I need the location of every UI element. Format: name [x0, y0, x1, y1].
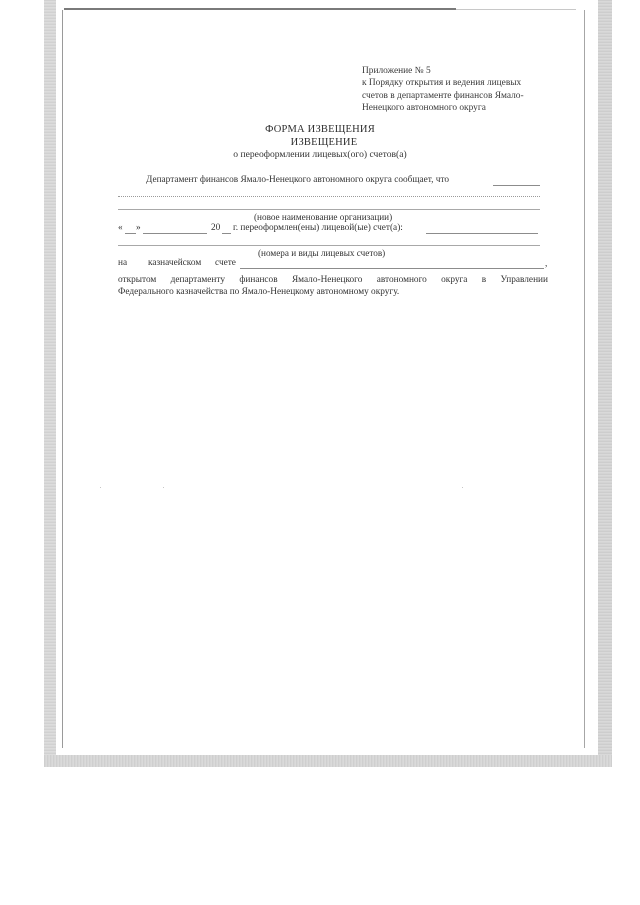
treasury-comma: ,: [545, 259, 548, 269]
date-open-quote: «: [118, 223, 123, 233]
page-edge-top: [64, 8, 456, 10]
year-prefix: 20: [211, 223, 221, 233]
scan-speck: [100, 487, 101, 488]
appendix-ref-line-1: к Порядку открытия и ведения лицевых: [362, 78, 522, 89]
date-close-quote: »: [136, 223, 141, 233]
notice-heading: ИЗВЕЩЕНИЕ: [290, 136, 358, 148]
form-title-block: [0, 124, 640, 162]
date-day-blank: [125, 233, 136, 234]
accounts-blank-1: [426, 233, 538, 234]
page-edge-right: [584, 10, 585, 748]
accounts-blank-2: [118, 245, 540, 246]
intro-text: Департамент финансов Ямало-Ненецкого автономного округа сообщает, что: [146, 175, 450, 185]
paragraph-word: автономного: [376, 275, 427, 285]
paragraph-word: открытом: [118, 275, 157, 285]
year-blank: [222, 233, 231, 234]
org-name-caption: (новое наименование организации): [254, 212, 393, 222]
appendix-ref-line-2: счетов в департаменте финансов Ямало-: [362, 90, 524, 101]
paragraph-line-2: Федерального казначейства по Ямало-Ненецкому автономному округу.: [118, 287, 400, 298]
notice-subject: о переоформлении лицевых(ого) счетов(а): [233, 149, 407, 160]
date-month-blank: [143, 233, 207, 234]
page-edge-top-faint: [456, 9, 576, 10]
treasury-account-blank: [240, 268, 544, 269]
paragraph-word: финансов: [239, 275, 278, 285]
org-name-blank-2: [118, 196, 540, 197]
treasury-word-2: казначейском: [148, 258, 202, 268]
paragraph-word: округа: [441, 275, 468, 285]
appendix-ref-line-3: Ненецкого автономного округа: [362, 102, 486, 113]
treasury-word-1: на: [118, 258, 128, 268]
appendix-number: Приложение № 5: [362, 66, 431, 76]
treasury-word-3: счете: [215, 258, 236, 268]
paragraph-word: в: [481, 275, 487, 285]
reissue-text: г. переоформлен(ены) лицевой(ые) счет(а):: [233, 223, 403, 233]
paragraph-word: Управлении: [500, 275, 548, 285]
scan-border-right: [598, 0, 612, 766]
scan-border-left: [44, 0, 56, 766]
scanned-page: [44, 0, 610, 766]
scan-speck: [163, 487, 164, 488]
scan-speck: [462, 487, 463, 488]
org-name-blank-1: [493, 185, 540, 186]
paragraph-word: Ямало-Ненецкого: [291, 275, 363, 285]
paragraph-word: департаменту: [170, 275, 226, 285]
form-title: ФОРМА ИЗВЕЩЕНИЯ: [265, 124, 375, 135]
treasury-paragraph: [118, 274, 548, 298]
accounts-caption: (номера и виды лицевых счетов): [258, 248, 386, 258]
paragraph-line-1: [118, 274, 548, 286]
org-name-blank-3: [118, 209, 540, 210]
scan-border-bottom: [44, 755, 612, 767]
page-edge-left: [62, 10, 63, 748]
appendix-note: [362, 65, 572, 114]
